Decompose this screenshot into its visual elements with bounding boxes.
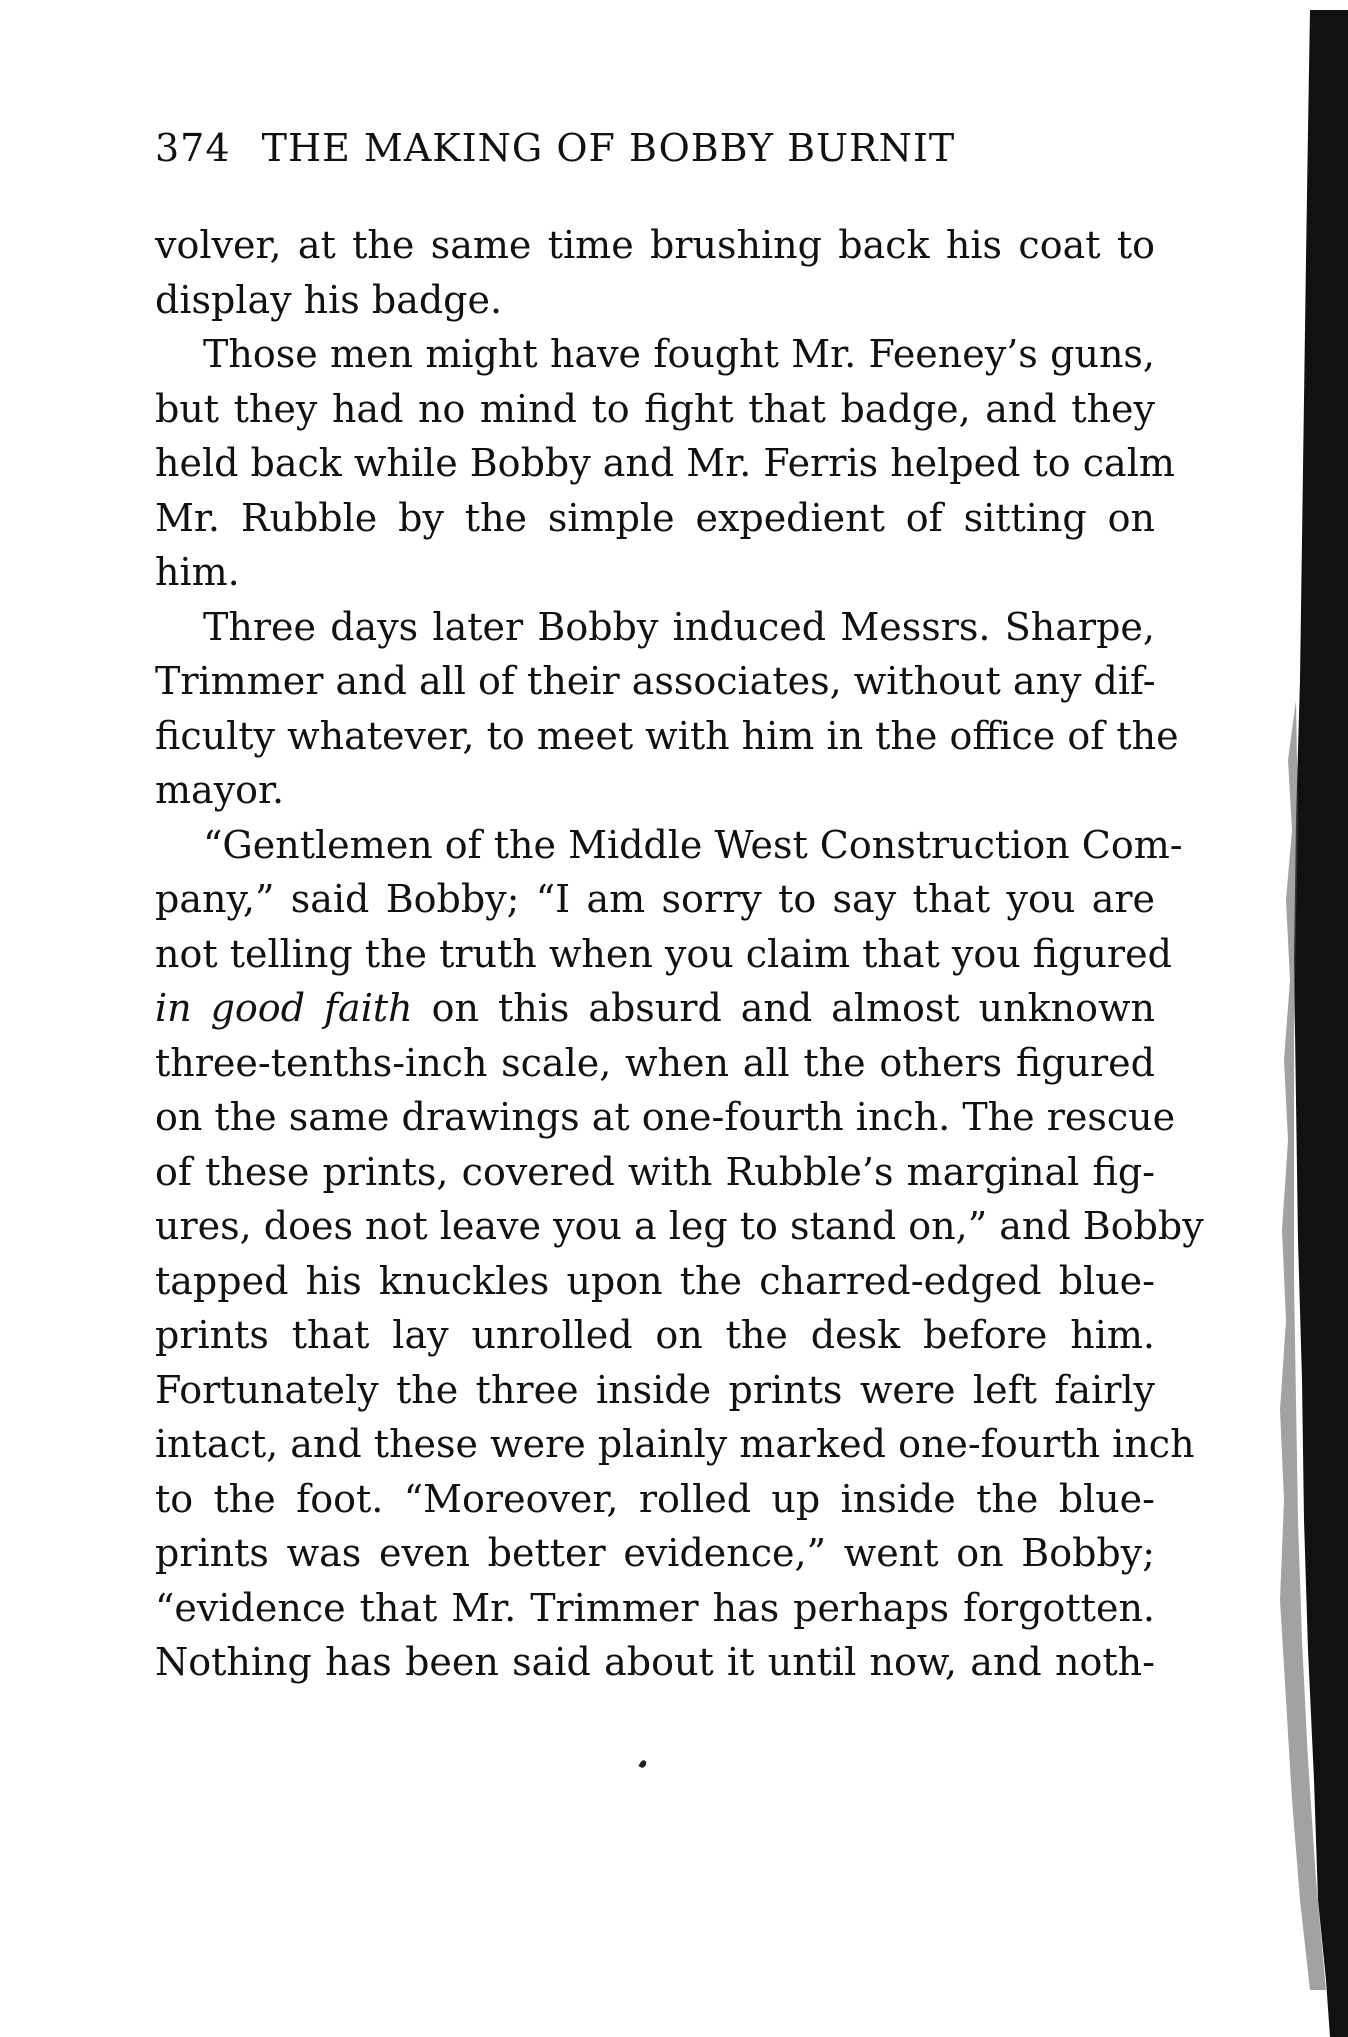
text-line: Three days later Bobby induced Messrs. Sharpe, — [203, 604, 1155, 649]
text-line: intact, and these were plainly marked one-fourth inch — [155, 1422, 1195, 1466]
text-line: ficulty whatever, to meet with him in the office of the — [155, 713, 1179, 758]
text-line — [155, 981, 1155, 1036]
text-line: but they had no mind to fight that badge, and they — [155, 386, 1155, 431]
text-line: of these prints, covered with Rubble’s marginal fig- — [155, 1149, 1155, 1194]
text-line: Trimmer and all of their associates, without any dif- — [155, 659, 1156, 703]
text-line: Nothing has been said about it until now, and noth- — [155, 1640, 1155, 1684]
text-line: mayor. — [155, 768, 285, 812]
text-line: Mr. Rubble by the simple expedient of sitting on — [155, 495, 1155, 540]
text-line: Those men might have fought Mr. Feeney’s guns, — [203, 332, 1155, 376]
italic-phrase: in good faith — [155, 986, 413, 1030]
text-line-rest: on this absurd and almost unknown — [431, 986, 1155, 1030]
text-line: prints that lay unrolled on the desk before him. — [155, 1313, 1155, 1357]
text-line: “evidence that Mr. Trimmer has perhaps forgotten. — [155, 1585, 1155, 1630]
running-header — [155, 126, 1155, 186]
body-text — [155, 218, 1204, 1690]
text-line: not telling the truth when you claim that you figured — [155, 931, 1172, 976]
text-line: ures, does not leave you a leg to stand on,” and Bobby — [155, 1204, 1204, 1248]
text-line: three-tenths-inch scale, when all the others figured — [155, 1040, 1155, 1085]
text-line: “Gentlemen of the Middle West Construction Com- — [203, 822, 1183, 867]
text-line: to the foot. “Moreover, rolled up inside the blue- — [155, 1476, 1155, 1521]
text-line: tapped his knuckles upon the charred-edged blue- — [155, 1258, 1155, 1303]
text-line: him. — [155, 550, 240, 594]
page-number: 374 — [155, 126, 231, 170]
text-line: display his badge. — [155, 277, 503, 322]
text-line: prints was even better evidence,” went on Bobby; — [155, 1531, 1155, 1575]
ink-speck — [638, 1759, 647, 1769]
text-line: held back while Bobby and Mr. Ferris helped to calm — [155, 441, 1175, 485]
text-line: volver, at the same time brushing back his coat to — [155, 223, 1155, 267]
running-title: THE MAKING OF BOBBY BURNIT — [261, 126, 956, 170]
binding-shadow — [1230, 0, 1348, 2037]
text-line: on the same drawings at one-fourth inch. The rescue — [155, 1095, 1176, 1139]
text-line: pany,” said Bobby; “I am sorry to say that you are — [155, 877, 1155, 921]
text-line: Fortunately the three inside prints were left fairly — [155, 1367, 1155, 1412]
